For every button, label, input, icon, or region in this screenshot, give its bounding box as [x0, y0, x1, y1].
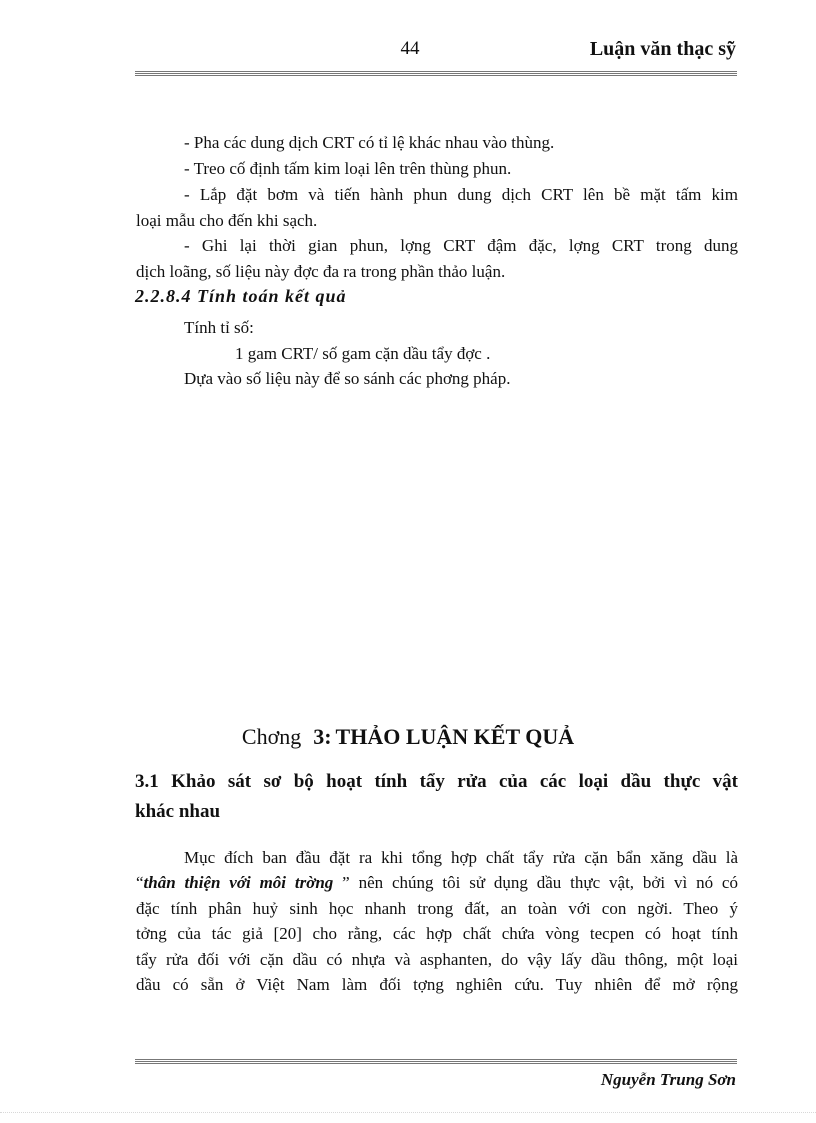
formula-line: 1 gam CRT/ số gam cặn dầu tẩy đợc .	[235, 344, 491, 363]
chapter-title	[0, 724, 816, 750]
subsection-line: Dựa vào số liệu này để so sánh các phơng pháp.	[184, 369, 511, 388]
header-rule	[135, 71, 737, 77]
step-line: loại mẫu cho đến khi sạch.	[136, 211, 318, 230]
header-title: Luận văn thạc sỹ	[589, 38, 736, 60]
chapter-number: 3:	[313, 724, 332, 749]
section-heading-cont: khác nhau	[135, 801, 221, 822]
footer-author: Nguyễn Trung Sơn	[600, 1070, 736, 1089]
step-line: - Treo cố định tấm kim loại lên trên thùng phun.	[184, 159, 512, 178]
footer-rule	[135, 1059, 737, 1065]
step-line: - Lắp đặt bơm và tiến hành phun dung dịch CRT lên bề mặt tấm kim	[184, 185, 738, 204]
step-line: - Ghi lại thời gian phun, lợng CRT đậm đặc, lợng CRT trong dung	[184, 236, 738, 255]
emphasis-text: thân thiện với môi trờng	[143, 873, 334, 892]
chapter-word: Chơng	[241, 724, 302, 749]
step-line: - Pha các dung dịch CRT có tỉ lệ khác nhau vào thùng.	[184, 133, 555, 152]
body-line	[136, 870, 738, 896]
body-line: tởng của tác giả [20] cho rằng, các hợp chất chứa vòng tecpen có hoạt tính	[136, 924, 738, 943]
body-line: đặc tính phân huỷ sinh học nhanh trong đất, an toàn với con ngời. Theo ý	[136, 899, 738, 918]
page-number: 44	[400, 38, 420, 59]
section-heading: 3.1 Khảo sát sơ bộ hoạt tính tẩy rửa của các loại dầu thực vật	[135, 771, 738, 792]
body-line: dầu có sẵn ở Việt Nam làm đối tợng nghiên cứu. Tuy nhiên để mở rộng	[136, 975, 738, 994]
step-line: dịch loãng, số liệu này đợc đa ra trong phần thảo luận.	[136, 262, 506, 281]
subsection-line: Tính tỉ số:	[184, 318, 254, 337]
body-line: Mục đích ban đầu đặt ra khi tổng hợp chất tẩy rửa cặn bẩn xăng dầu là	[184, 848, 738, 867]
subsection-heading: 2.2.8.4 Tính toán kết quả	[135, 286, 347, 306]
quote-open: “	[136, 873, 144, 892]
body-text: ” nên chúng tôi sử dụng dầu thực vật, bởi vì nó có	[333, 873, 738, 892]
body-line: tẩy rửa đối với cặn dầu có nhựa và asphanten, do vậy lấy dầu thông, một loại	[136, 950, 738, 969]
chapter-name: THẢO LUẬN KẾT QUẢ	[335, 724, 575, 749]
page-edge-divider	[0, 1112, 816, 1113]
